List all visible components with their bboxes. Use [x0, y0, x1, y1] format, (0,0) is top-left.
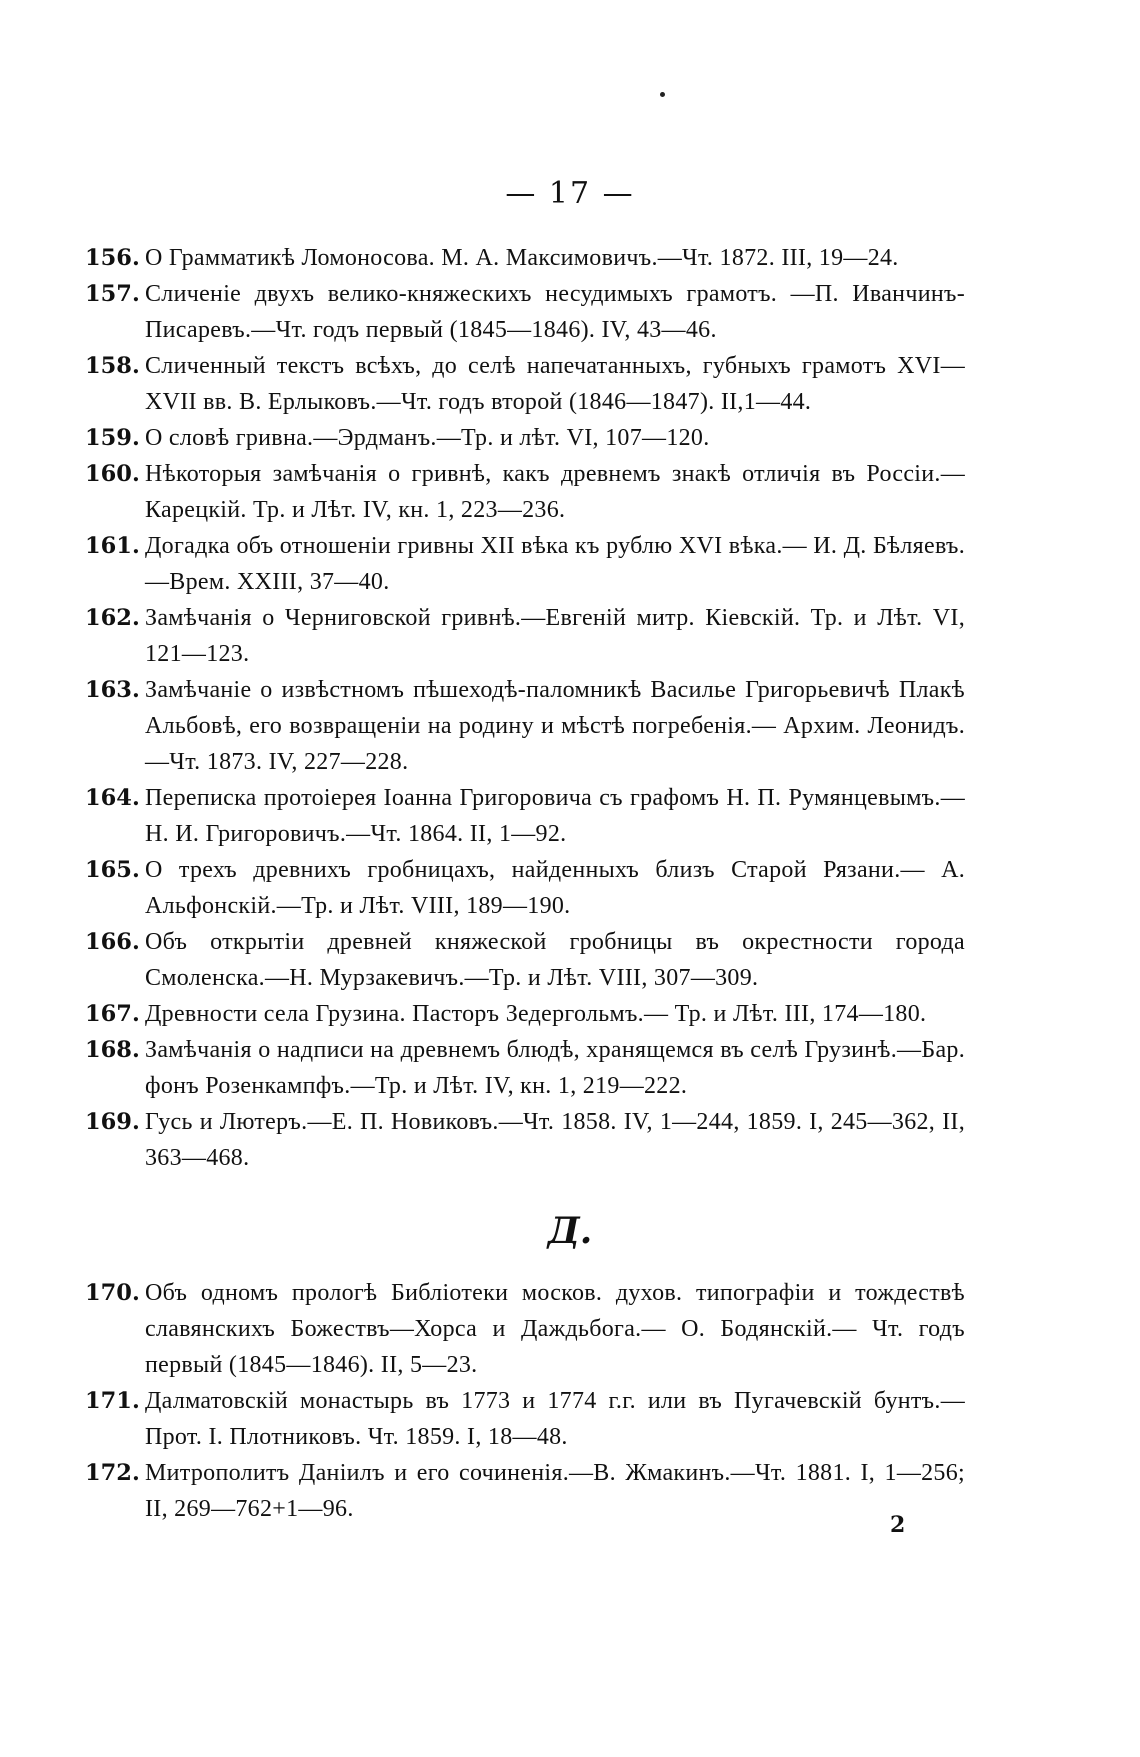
list-item	[85, 456, 965, 528]
sheet-signature-mark: 2	[890, 1512, 906, 1538]
entry-text: Замѣчанія о Черниговской гривнѣ.—Евгеній митр. Кіевскій. Тр. и Лѣт. VI, 121—123.	[145, 605, 965, 667]
list-item	[85, 528, 965, 600]
list-item	[85, 600, 965, 672]
entry-number: 169.	[85, 1109, 140, 1135]
entry-number: 157.	[85, 281, 140, 307]
entry-number: 161.	[85, 533, 140, 559]
entry-list-after	[85, 1275, 965, 1527]
list-item	[85, 348, 965, 420]
list-item	[85, 1032, 965, 1104]
list-item	[85, 1104, 965, 1176]
entry-text: Переписка протоіерея Іоанна Григоровича съ графомъ Н. П. Румянцевымъ.—Н. И. Григоровичъ.—Чт. 1864. II, 1—92.	[145, 785, 965, 847]
entry-text: О словѣ гривна.—Эрдманъ.—Тр. и лѣт. VI, 107—120.	[145, 425, 710, 451]
entry-text: Сличеніе двухъ велико-княжескихъ несудимыхъ грамотъ. —П. Иванчинъ-Писаревъ.—Чт. годъ первый (1845—1846). IV, 43—46.	[145, 281, 965, 343]
entry-number: 158.	[85, 353, 140, 379]
entry-text: О Грамматикѣ Ломоносова. М. А. Максимовичъ.—Чт. 1872. III, 19—24.	[145, 245, 899, 271]
list-item	[85, 924, 965, 996]
entry-number: 170.	[85, 1280, 140, 1306]
section-heading: Д.	[547, 1210, 593, 1252]
list-item	[85, 852, 965, 924]
entry-text: Древности села Грузина. Пасторъ Зедергольмъ.— Тр. и Лѣт. III, 174—180.	[145, 1001, 927, 1027]
entry-number: 166.	[85, 929, 140, 955]
entry-text: Догадка объ отношеніи гривны XII вѣка къ рублю XVI вѣка.— И. Д. Бѣляевъ.—Врем. XXIII, 37—40.	[145, 533, 965, 595]
entry-number: 172.	[85, 1460, 140, 1486]
list-item	[85, 276, 965, 348]
entry-number: 164.	[85, 785, 140, 811]
entry-text: Объ одномъ прологѣ Библіотеки москов. духов. типографіи и тождествѣ славянскихъ Божествъ—Хорса и Даждьбога.— О. Бодянскій.— Чт. годъ первый (1845—1846). II, 5—23.	[145, 1280, 965, 1378]
entry-text: Митрополитъ Даніилъ и его сочиненія.—В. Жмакинъ.—Чт. 1881. I, 1—256; II, 269—762+1—96.	[145, 1460, 965, 1522]
entry-text: Замѣчаніе о извѣстномъ пѣшеходѣ-паломникѣ Василье Григорьевичѣ Плакѣ Альбовѣ, его возвращеніи на родину и мѣстѣ погребенія.— Архим. Леонидъ.—Чт. 1873. IV, 227—228.	[145, 677, 965, 775]
entry-list-before	[85, 240, 965, 1176]
list-item	[85, 780, 965, 852]
entry-number: 160.	[85, 461, 140, 487]
list-item	[85, 1455, 965, 1527]
list-item	[85, 1275, 965, 1383]
entry-number: 167.	[85, 1001, 140, 1027]
list-item	[85, 996, 965, 1032]
entry-text: Далматовскій монастырь въ 1773 и 1774 г.г. или въ Пугачевскій бунтъ.—Прот. І. Плотниковъ. Чт. 1859. I, 18—48.	[145, 1388, 965, 1450]
entry-text: Объ открытіи древней княжеской гробницы въ окрестности города Смоленска.—Н. Мурзакевичъ.—Тр. и Лѣт. VIII, 307—309.	[145, 929, 965, 991]
entry-number: 156.	[85, 245, 140, 271]
entry-number: 165.	[85, 857, 140, 883]
list-item	[85, 240, 965, 276]
entry-text: О трехъ древнихъ гробницахъ, найденныхъ близъ Старой Рязани.— А. Альфонскій.—Тр. и Лѣт. VIII, 189—190.	[145, 857, 965, 919]
entry-number: 159.	[85, 425, 140, 451]
entry-number: 162.	[85, 605, 140, 631]
entry-text: Замѣчанія о надписи на древнемъ блюдѣ, хранящемся въ селѣ Грузинѣ.—Бар. фонъ Розенкампфъ.—Тр. и Лѣт. IV, кн. 1, 219—222.	[145, 1037, 965, 1099]
list-item	[85, 420, 965, 456]
list-item	[85, 1383, 965, 1455]
entry-number: 171.	[85, 1388, 140, 1414]
entry-text: Нѣкоторыя замѣчанія о гривнѣ, какъ древнемъ знакѣ отличія въ Россіи.—Карецкій. Тр. и Лѣт. IV, кн. 1, 223—236.	[145, 461, 965, 523]
print-speck	[660, 92, 665, 97]
list-item	[85, 672, 965, 780]
entry-text: Сличенный текстъ всѣхъ, до селѣ напечатанныхъ, губныхъ грамотъ XVI—XVII вв. В. Ерлыковъ.—Чт. годъ второй (1846—1847). II,1—44.	[145, 353, 965, 415]
entry-text: Гусь и Лютеръ.—Е. П. Новиковъ.—Чт. 1858. IV, 1—244, 1859. I, 245—362, II, 363—468.	[145, 1109, 965, 1171]
page-number: — 17 —	[505, 176, 635, 211]
entry-number: 168.	[85, 1037, 140, 1063]
entry-number: 163.	[85, 677, 140, 703]
